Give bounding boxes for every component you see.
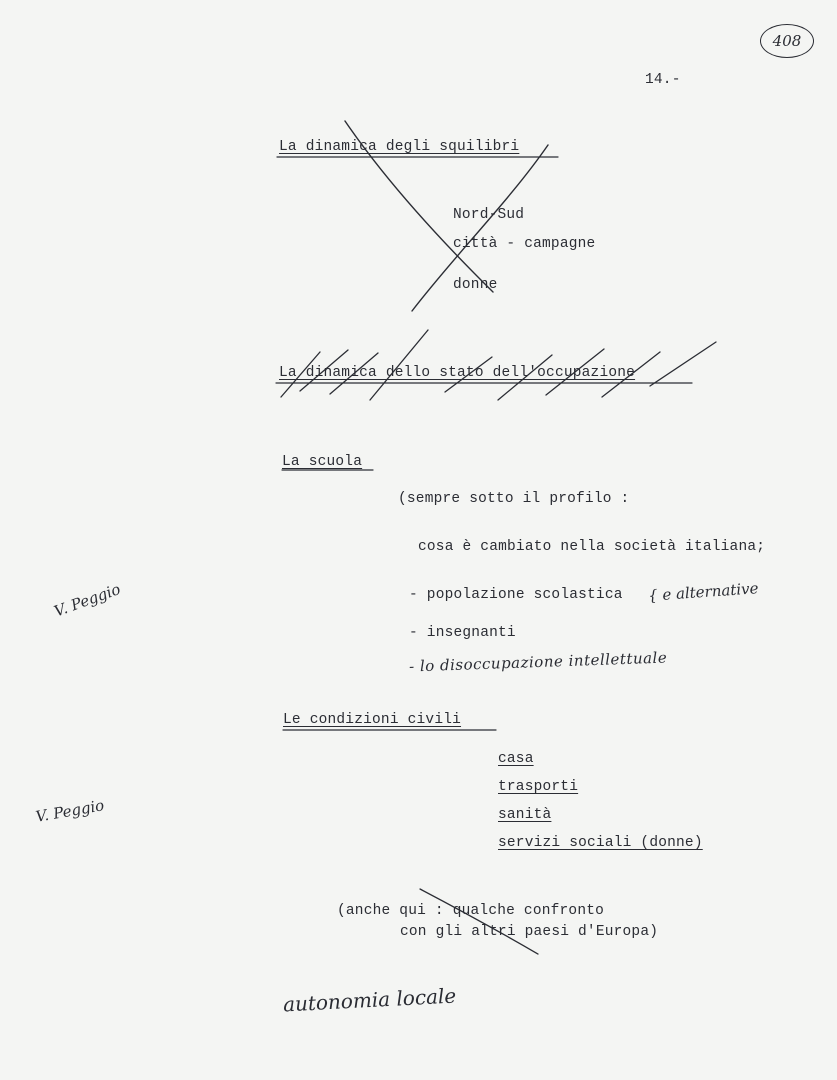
strike-stroke xyxy=(498,355,552,400)
closing-line-1: (anche qui : qualche confronto xyxy=(337,903,605,919)
page-number: 14.- xyxy=(645,72,681,88)
item-citta-campagne: città - campagne xyxy=(453,236,596,252)
strike-stroke xyxy=(602,352,660,397)
item-donne: donne xyxy=(453,277,498,293)
stamp-number: 408 xyxy=(772,32,802,50)
scuola-item-popolazione: - popolazione scolastica xyxy=(409,587,623,603)
handwritten-insert-alternative: { e alternative xyxy=(647,579,760,605)
strike-stroke xyxy=(546,349,604,395)
strike-stroke xyxy=(370,330,428,400)
handwritten-bottom-note: autonomia locale xyxy=(282,983,457,1017)
strike-stroke xyxy=(412,145,548,311)
handwritten-margin-note-1: V. Peggio xyxy=(51,579,123,621)
closing-line-2: con gli altri paesi d'Europa) xyxy=(400,924,659,940)
handwritten-insert-disoccupazione: - lo disoccupazione intellettuale xyxy=(408,648,668,676)
heading-dinamica-occupazione: La dinamica dello stato dell'occupazione xyxy=(279,365,636,381)
heading-condizioni-civili: Le condizioni civili xyxy=(283,712,462,728)
heading-scuola: La scuola xyxy=(282,454,363,470)
scuola-line1: cosa è cambiato nella società italiana; xyxy=(418,539,766,555)
heading-dinamica-squilibri: La dinamica degli squilibri xyxy=(279,139,520,155)
civili-item-servizi-sociali: servizi sociali (donne) xyxy=(498,835,703,851)
strike-stroke xyxy=(445,357,492,392)
civili-item-sanita: sanità xyxy=(498,807,552,823)
item-nord-sud: Nord-Sud xyxy=(453,207,525,223)
handwritten-margin-note-2: V. Peggio xyxy=(34,796,106,826)
scuola-note: (sempre sotto il profilo : xyxy=(398,491,630,507)
strike-stroke xyxy=(650,342,716,386)
civili-item-trasporti: trasporti xyxy=(498,779,579,795)
scuola-item-insegnanti: - insegnanti xyxy=(409,625,516,641)
strike-stroke xyxy=(345,121,493,292)
strike-stroke xyxy=(420,889,538,954)
civili-item-casa: casa xyxy=(498,751,534,767)
